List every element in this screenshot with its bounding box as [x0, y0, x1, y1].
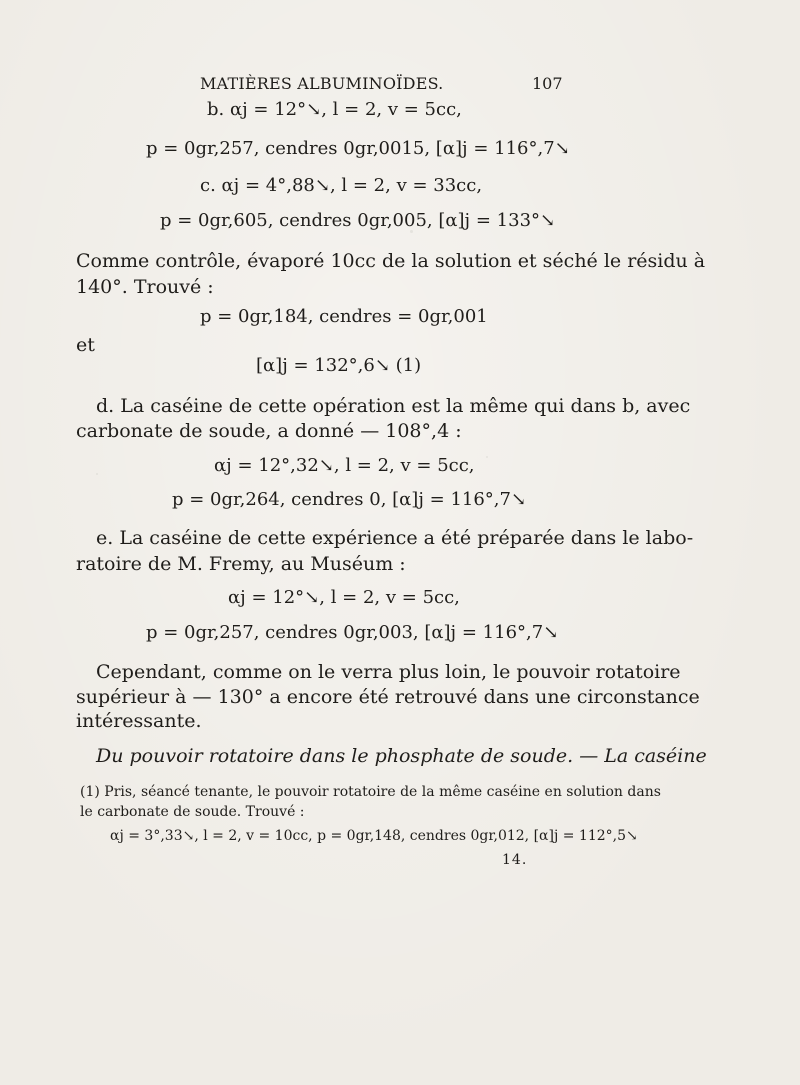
paragraph-e-line-2: ratoire de M. Fremy, au Muséum : — [76, 553, 406, 575]
formula-c-parameters: c. αj = 4°,88↘, l = 2, v = 33cc, — [200, 175, 483, 196]
paragraph-control-line-2: 140°. Trouvé : — [76, 276, 214, 298]
paper-spot — [96, 473, 98, 475]
formula-b-result: p = 0gr,257, cendres 0gr,0015, [α]j = 116°,7↘ — [146, 138, 570, 159]
paragraph-e-line-1: e. La caséine de cette expérience a été préparée dans le labo- — [96, 527, 694, 549]
paragraph-conclusion-line-2: supérieur à — 130° a encore été retrouvé dans une circonstance — [76, 686, 700, 708]
formula-b-parameters: b. αj = 12°↘, l = 2, v = 5cc, — [207, 99, 462, 120]
paragraph-conclusion-line-3: intéressante. — [76, 710, 202, 732]
footnote-line-2: le carbonate de soude. Trouvé : — [80, 804, 305, 820]
formula-control-result: p = 0gr,184, cendres = 0gr,001 — [200, 306, 488, 327]
formula-c-result: p = 0gr,605, cendres 0gr,005, [α]j = 133°↘ — [160, 210, 556, 231]
running-header: MATIÈRES ALBUMINOÏDES. — [200, 74, 444, 93]
paragraph-control-line-1: Comme contrôle, évaporé 10cc de la solution et séché le résidu à — [76, 250, 706, 272]
signature-mark: 14. — [502, 852, 528, 868]
page-number: 107 — [532, 74, 563, 93]
paragraph-d-line-1: d. La caséine de cette opération est la même qui dans b, avec — [96, 395, 691, 417]
formula-e-result: p = 0gr,257, cendres 0gr,003, [α]j = 116°,7↘ — [146, 622, 559, 643]
formula-rotatory-power-footnoted: [α]j = 132°,6↘ (1) — [256, 355, 422, 376]
connector-et: et — [76, 334, 95, 356]
footnote-formula: αj = 3°,33↘, l = 2, v = 10cc, p = 0gr,148, cendres 0gr,012, [α]j = 112°,5↘ — [110, 828, 638, 844]
paragraph-conclusion-line-1: Cependant, comme on le verra plus loin, le pouvoir rotatoire — [96, 661, 681, 683]
paragraph-d-line-2: carbonate de soude, a donné — 108°,4 : — [76, 420, 462, 442]
section-heading-phosphate: Du pouvoir rotatoire dans le phosphate de soude. — La caséine — [96, 745, 707, 767]
formula-d-parameters: αj = 12°,32↘, l = 2, v = 5cc, — [214, 455, 475, 476]
formula-d-result: p = 0gr,264, cendres 0, [α]j = 116°,7↘ — [172, 489, 527, 510]
paper-spot — [486, 456, 488, 458]
footnote-line-1: (1) Pris, séancé tenante, le pouvoir rotatoire de la même caséine en solution dans — [80, 784, 661, 800]
formula-e-parameters: αj = 12°↘, l = 2, v = 5cc, — [228, 587, 460, 608]
